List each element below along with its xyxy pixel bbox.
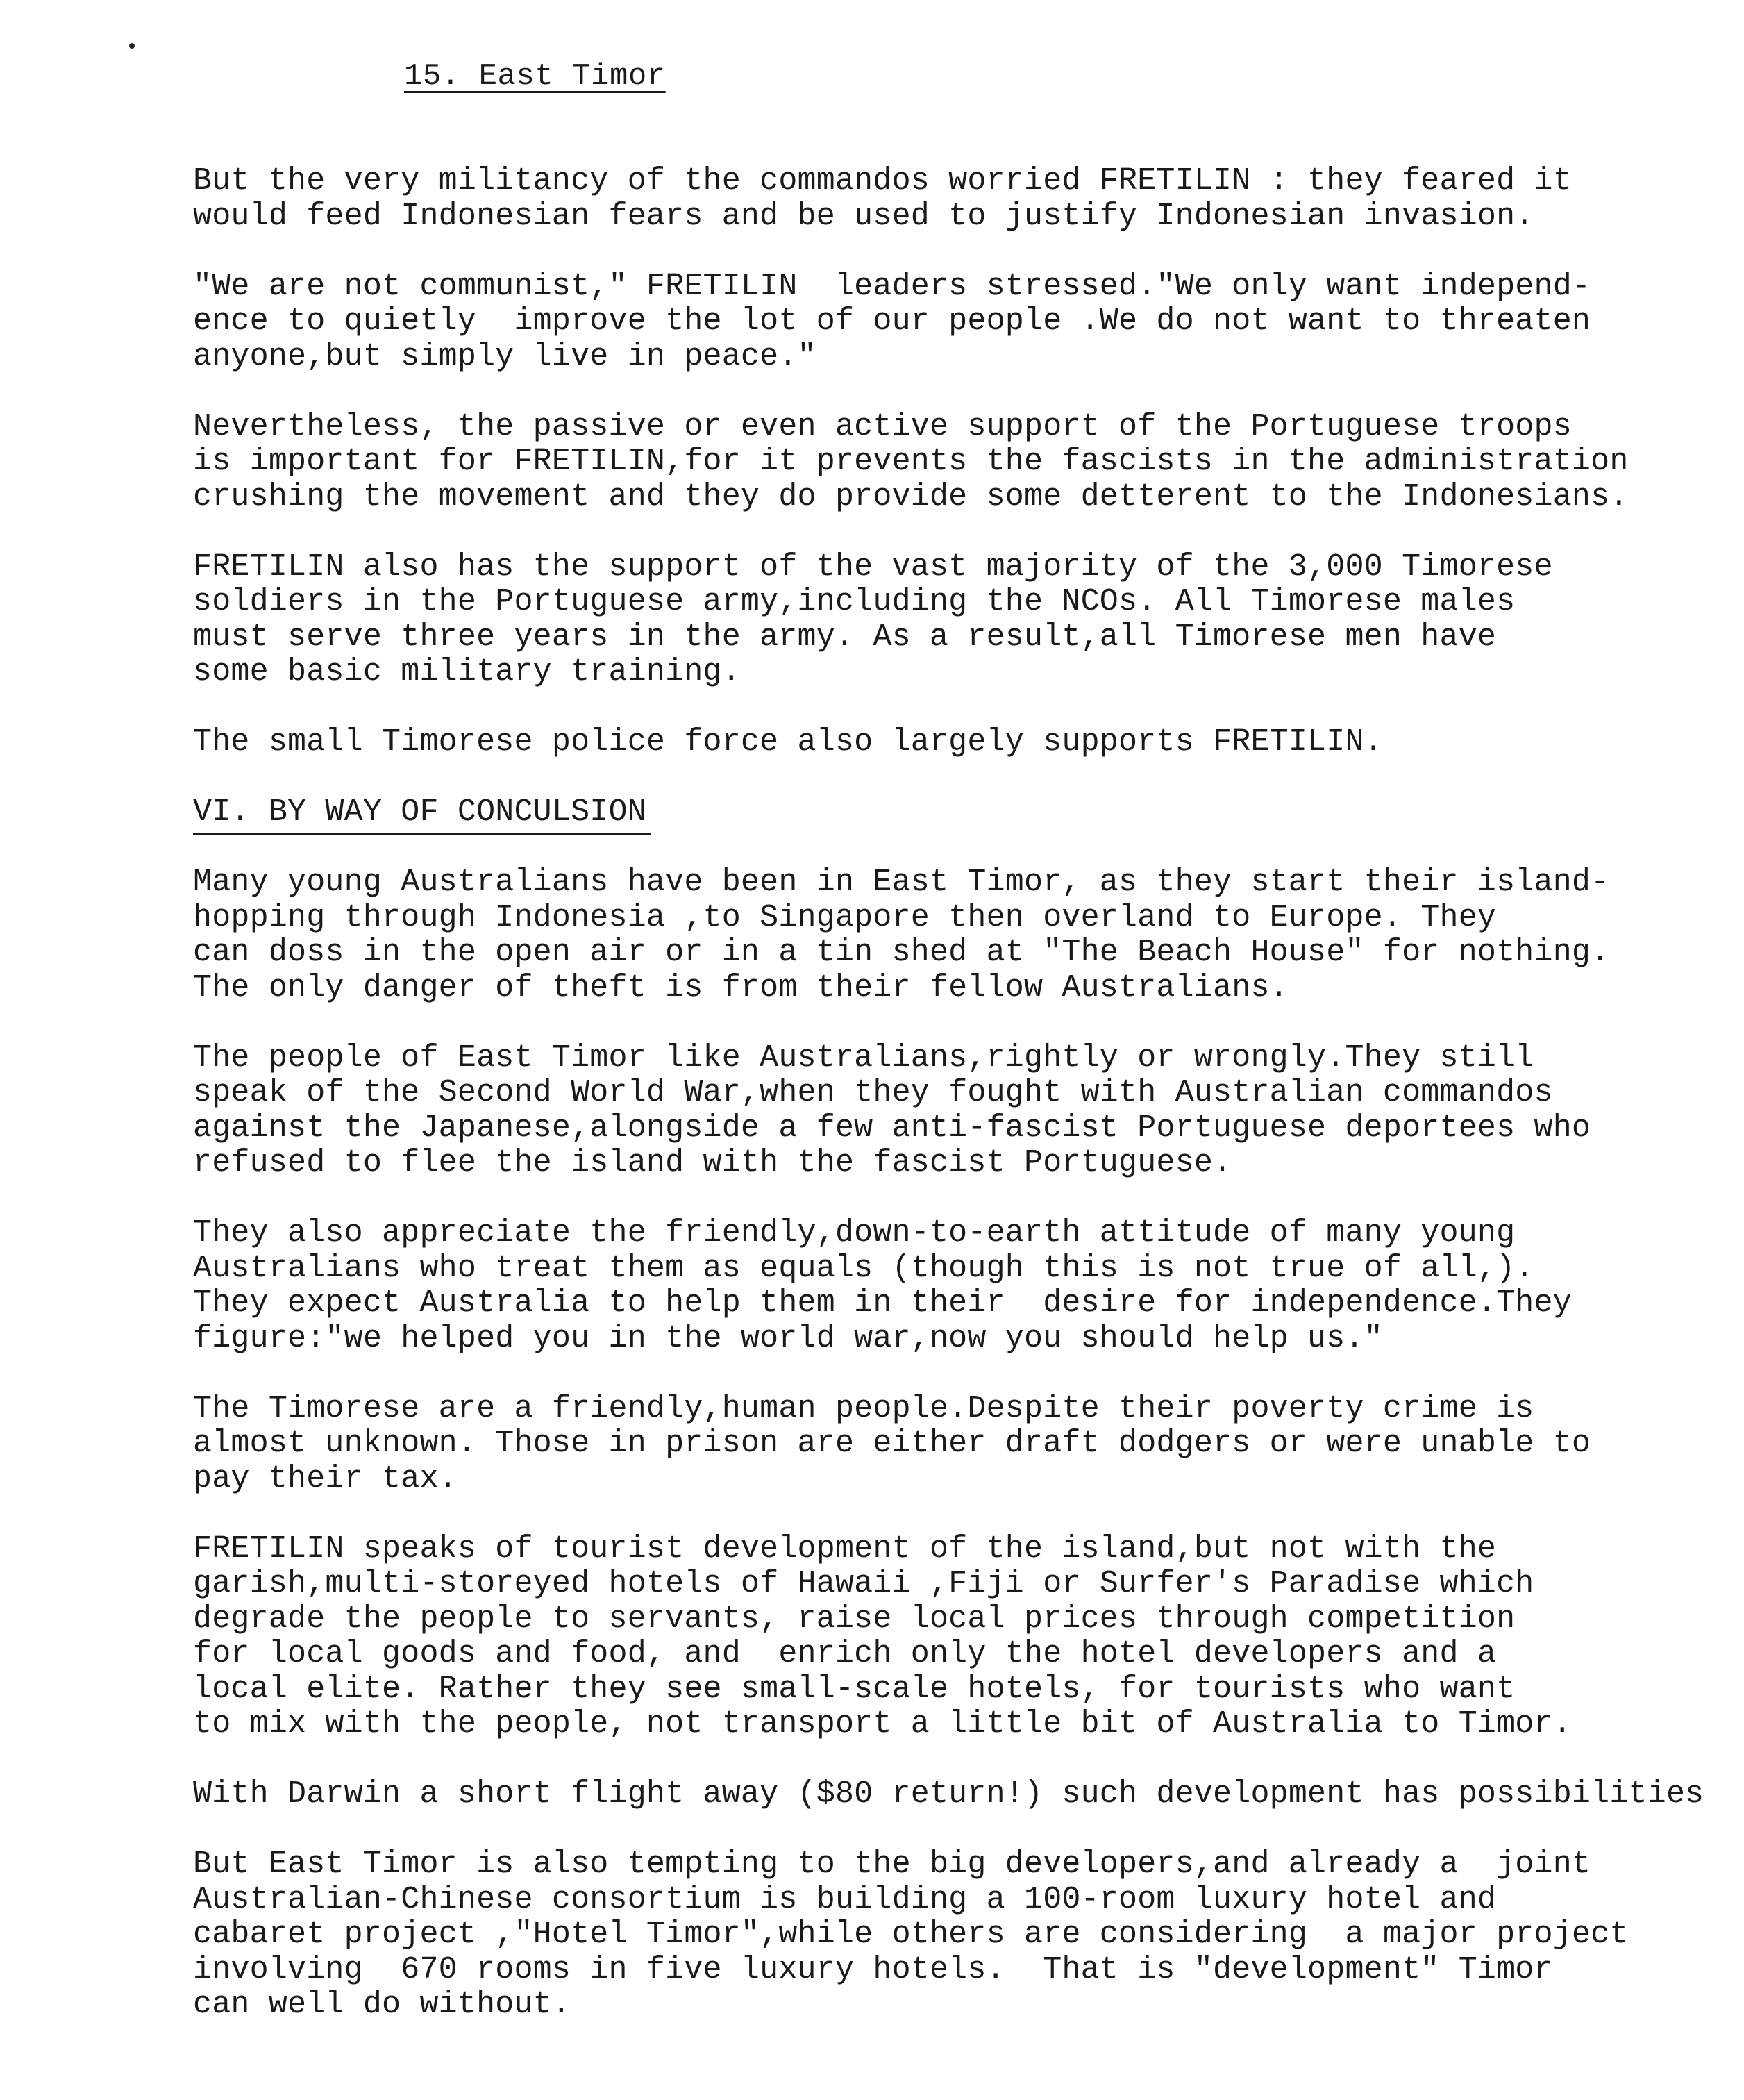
text-line: Nevertheless, the passive or even active support of the Portuguese troops — [193, 408, 1572, 444]
text-line: degrade the people to servants, raise local prices through competition — [193, 1601, 1516, 1637]
text-line: speak of the Second World War,when they fought with Australian commandos — [193, 1075, 1553, 1110]
text-line: to mix with the people, not transport a little bit of Australia to Timor. — [193, 1706, 1572, 1742]
paragraph — [193, 164, 1720, 234]
paragraph-group-before-section — [193, 164, 1720, 760]
paragraph — [193, 1847, 1720, 2023]
text-line: can well do without. — [193, 1987, 571, 2022]
text-line: refused to flee the island with the fascist Portuguese. — [193, 1145, 1232, 1181]
text-line: figure:"we helped you in the world war,now you should help us." — [193, 1320, 1383, 1356]
paragraph-group-after-section — [193, 865, 1720, 2023]
text-line: hopping through Indonesia ,to Singapore then overland to Europe. They — [193, 899, 1497, 935]
text-line: They also appreciate the friendly,down-to-earth attitude of many young — [193, 1215, 1516, 1251]
document-body — [193, 164, 1720, 2058]
text-line: Australians who treat them as equals (though this is not true of all,). — [193, 1250, 1534, 1286]
paragraph — [193, 1216, 1720, 1356]
text-line: local elite. Rather they see small-scale hotels, for tourists who want — [193, 1671, 1516, 1707]
text-line: The people of East Timor like Australians,rightly or wrongly.They still — [193, 1040, 1534, 1076]
text-line: The small Timorese police force also largely supports FRETILIN. — [193, 724, 1383, 760]
paragraph — [193, 1392, 1720, 1497]
text-line: But the very militancy of the commandos worried FRETILIN : they feared it — [193, 163, 1572, 199]
paragraph — [193, 865, 1720, 1006]
text-line: cabaret project ,"Hotel Timor",while others are considering a major project — [193, 1917, 1629, 1952]
section-heading-wrapper — [193, 795, 1720, 831]
text-line: involving 670 rooms in five luxury hotels. That is "development" Timor — [193, 1951, 1553, 1988]
text-line: The Timorese are a friendly,human people.Despite their poverty crime is — [193, 1390, 1534, 1426]
paragraph — [193, 550, 1720, 690]
text-line: They expect Australia to help them in their desire for independence.They — [193, 1285, 1572, 1321]
text-line: can doss in the open air or in a tin shed at "The Beach House" for nothing. — [193, 935, 1610, 970]
text-line: garish,multi-storeyed hotels of Hawaii ,Fiji or Surfer's Paradise which — [193, 1566, 1534, 1601]
paragraph — [193, 1041, 1720, 1181]
text-line: anyone,but simply live in peace." — [193, 338, 816, 374]
paragraph — [193, 269, 1720, 375]
text-line: crushing the movement and they do provide some detterent to the Indonesians. — [193, 478, 1629, 515]
paragraph — [193, 1777, 1720, 1812]
stray-ink-dot — [129, 43, 135, 49]
text-line: With Darwin a short flight away ($80 return!) such development has possibilities — [193, 1776, 1704, 1812]
text-line: ence to quietly improve the lot of our people .We do not want to threaten — [193, 303, 1591, 339]
paragraph — [193, 725, 1720, 760]
text-line: FRETILIN speaks of tourist development of the island,but not with the — [193, 1531, 1497, 1567]
text-line: "We are not communist," FRETILIN leaders stressed."We only want independ- — [193, 268, 1591, 304]
section-heading: VI. BY WAY OF CONCULSION — [193, 794, 646, 830]
text-line: The only danger of theft is from their fellow Australians. — [193, 969, 1289, 1006]
text-line: But East Timor is also tempting to the big developers,and already a joint — [193, 1847, 1591, 1882]
text-line: would feed Indonesian fears and be used to justify Indonesian invasion. — [193, 198, 1534, 234]
text-line: against the Japanese,alongside a few anti-fascist Portuguese deportees who — [193, 1110, 1591, 1146]
paragraph — [193, 1532, 1720, 1742]
text-line: soldiers in the Portuguese army,including the NCOs. All Timorese males — [193, 584, 1516, 619]
page-heading: 15. East Timor — [404, 59, 666, 94]
text-line: almost unknown. Those in prison are either draft dodgers or were unable to — [193, 1426, 1591, 1461]
text-line: Australian-Chinese consortium is building a 100-room luxury hotel and — [193, 1881, 1497, 1917]
text-line: pay their tax. — [193, 1460, 458, 1497]
paragraph — [193, 410, 1720, 515]
text-line: some basic military training. — [193, 654, 741, 690]
text-line: Many young Australians have been in East Timor, as they start their island- — [193, 865, 1610, 900]
text-line: must serve three years in the army. As a result,all Timorese men have — [193, 619, 1497, 655]
text-line: is important for FRETILIN,for it prevents the fascists in the administration — [193, 444, 1629, 479]
text-line: FRETILIN also has the support of the vast majority of the 3,000 Timorese — [193, 549, 1553, 585]
text-line: for local goods and food, and enrich only the hotel developers and a — [193, 1636, 1497, 1672]
